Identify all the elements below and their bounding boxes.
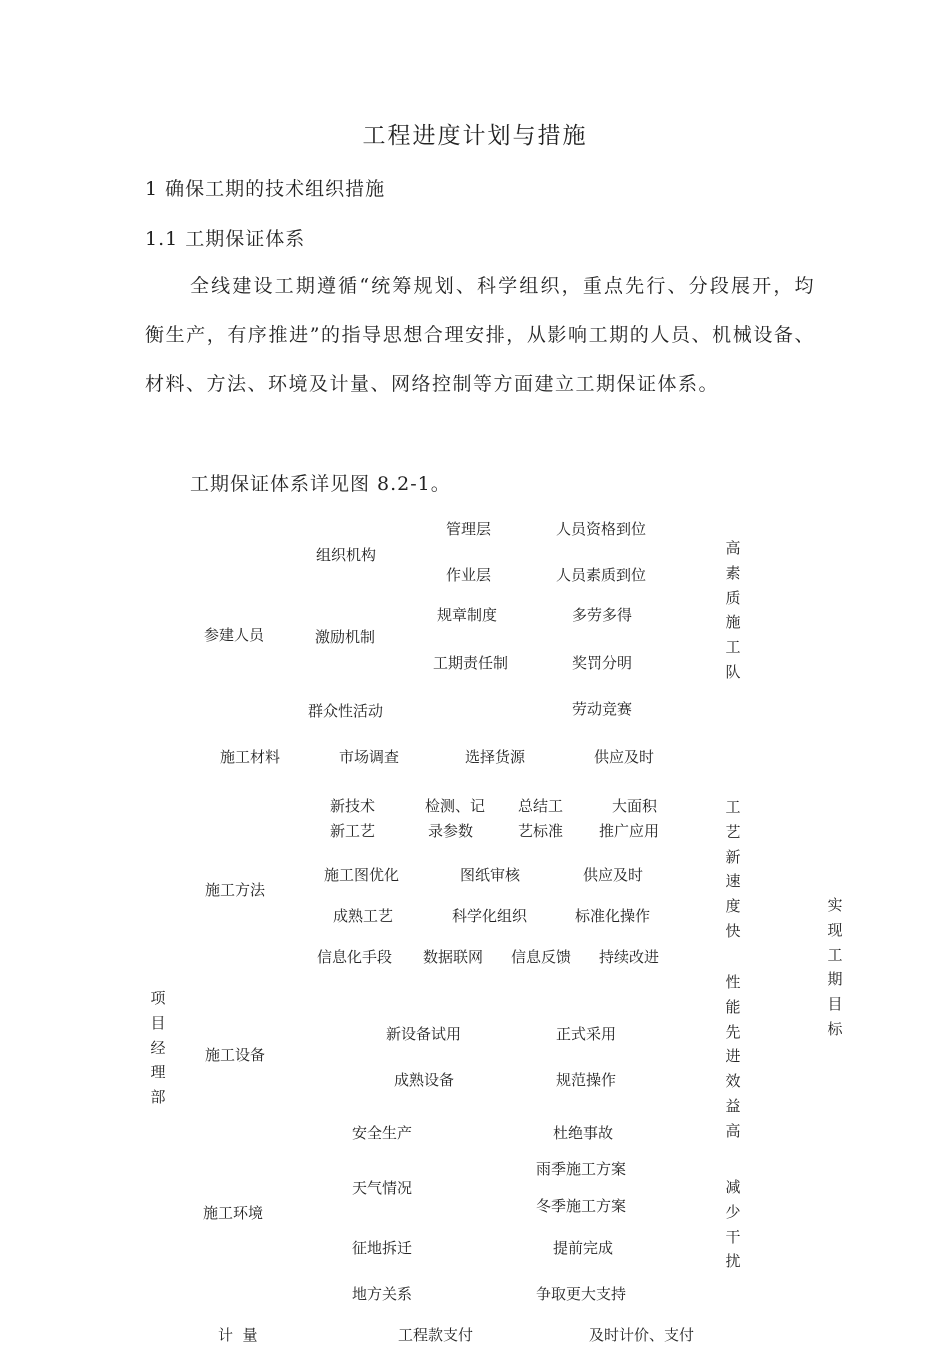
method-mature: 成熟工艺: [333, 907, 394, 925]
node-rules: 规章制度: [437, 606, 498, 624]
method-detect-2: 录参数: [428, 822, 474, 840]
measure-payment: 工程款支付: [398, 1326, 474, 1344]
equip-mature-result: 规范操作: [556, 1071, 617, 1089]
node-measure: 计 量: [218, 1326, 258, 1344]
body-paragraph: 全线建设工期遵循“统筹规划、科学组织，重点先行、分段展开，均衡生产，有序推进”的指导思想合理安排，从影响工期的人员、机械设备、材料、方法、环境及计量、网络控制等方面建立工期保证体系。: [145, 275, 815, 395]
node-supply: 供应及时: [594, 748, 655, 766]
node-work-result: 人员素质到位: [556, 566, 647, 584]
result-tech: 工艺新速度快: [725, 798, 741, 940]
env-safety: 安全生产: [352, 1124, 413, 1142]
result-env: 减少干扰: [725, 1178, 741, 1271]
node-source: 选择货源: [465, 748, 526, 766]
measure-timely: 及时计价、支付: [589, 1326, 695, 1344]
method-info: 信息化手段: [317, 948, 393, 966]
env-weather: 天气情况: [352, 1179, 413, 1197]
method-detect-1: 检测、记: [425, 797, 486, 815]
node-resp: 工期责任制: [433, 654, 509, 672]
method-improve: 持续改进: [599, 948, 660, 966]
node-work: 作业层: [446, 566, 492, 584]
method-summary-2: 艺标准: [518, 822, 564, 840]
node-personnel: 参建人员: [204, 626, 265, 644]
env-local-result: 争取更大支持: [536, 1285, 627, 1303]
node-mgmt-result: 人员资格到位: [556, 520, 647, 538]
method-standard: 标准化操作: [575, 907, 651, 925]
root-node: 项目经理部: [150, 989, 166, 1107]
equip-mature: 成熟设备: [394, 1071, 455, 1089]
node-mgmt: 管理层: [446, 520, 492, 538]
section-heading: 1 确保工期的技术组织措施: [145, 178, 386, 200]
page-title: 工程进度计划与措施: [362, 123, 588, 149]
method-feedback: 信息反馈: [511, 948, 572, 966]
env-rain: 雨季施工方案: [536, 1160, 627, 1178]
method-drawing-review: 图纸审核: [460, 866, 521, 884]
node-mass-result: 劳动竞赛: [572, 700, 633, 718]
env-land-result: 提前完成: [553, 1239, 614, 1257]
method-scientific: 科学化组织: [452, 907, 528, 925]
node-environment: 施工环境: [203, 1204, 264, 1222]
node-market: 市场调查: [339, 748, 400, 766]
node-rules-result: 多劳多得: [572, 606, 633, 624]
env-safety-result: 杜绝事故: [553, 1124, 614, 1142]
equip-new-result: 正式采用: [556, 1025, 617, 1043]
goal-node: 实现工期目标: [827, 896, 843, 1038]
result-team: 高素质施工队: [725, 539, 741, 681]
method-supply: 供应及时: [583, 866, 644, 884]
method-summary-1: 总结工: [518, 797, 564, 815]
node-incentive: 激励机制: [315, 628, 376, 646]
method-tech-1: 新技术: [330, 797, 376, 815]
env-land: 征地拆迁: [352, 1239, 413, 1257]
node-mass: 群众性活动: [308, 702, 384, 720]
node-materials: 施工材料: [220, 748, 281, 766]
method-tech-2: 新工艺: [330, 822, 376, 840]
method-promote-1: 大面积: [612, 797, 658, 815]
env-winter: 冬季施工方案: [536, 1197, 627, 1215]
node-equipment: 施工设备: [205, 1046, 266, 1064]
figure-reference: 工期保证体系详见图 8.2-1。: [190, 473, 451, 495]
method-data: 数据联网: [423, 948, 484, 966]
env-local: 地方关系: [352, 1285, 413, 1303]
node-org: 组织机构: [316, 546, 377, 564]
subsection-heading: 1.1 工期保证体系: [145, 228, 306, 250]
method-promote-2: 推广应用: [599, 822, 660, 840]
node-methods: 施工方法: [205, 881, 266, 899]
method-drawing-opt: 施工图优化: [324, 866, 400, 884]
result-perf: 性能先进效益高: [725, 973, 741, 1140]
node-resp-result: 奖罚分明: [572, 654, 633, 672]
equip-new: 新设备试用: [386, 1025, 462, 1043]
